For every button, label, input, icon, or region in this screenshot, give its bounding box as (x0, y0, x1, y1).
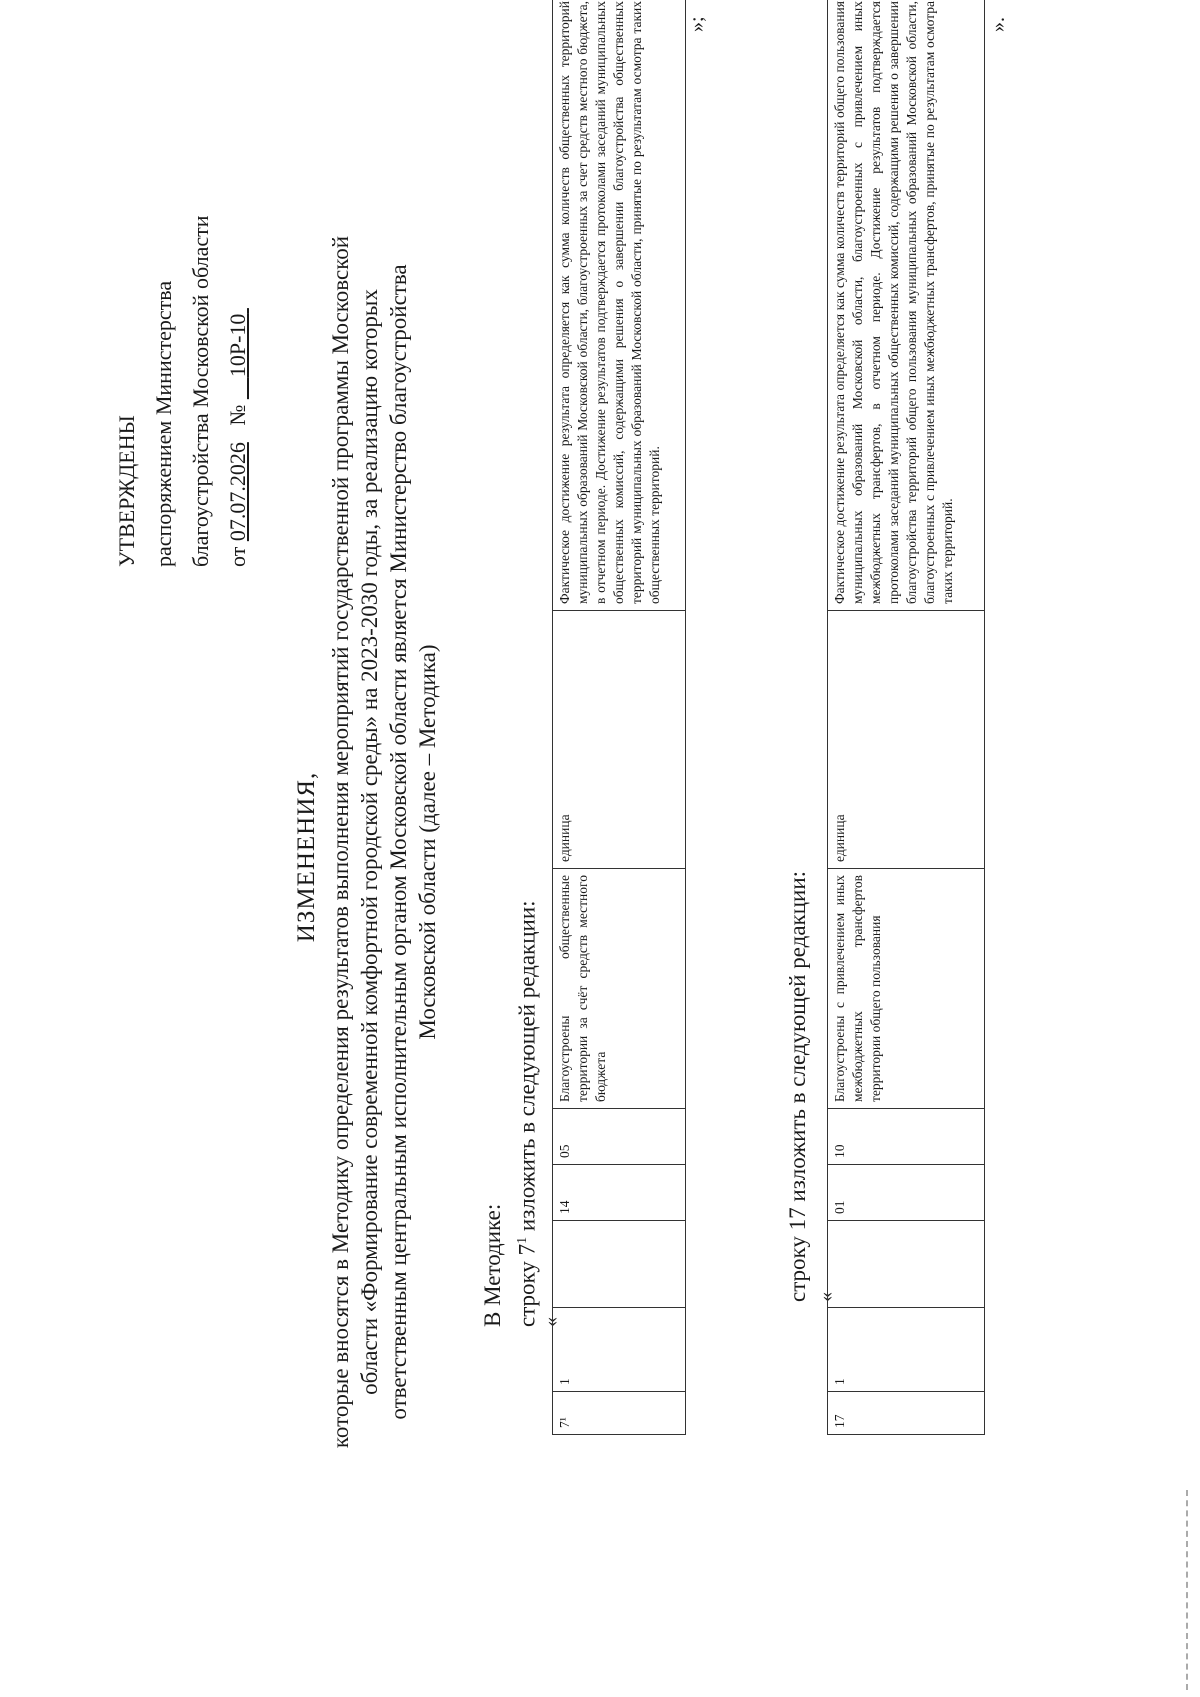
cell-result-name: Благоустроены общественные территории за счёт средств местного бюджета (553, 869, 686, 1109)
document-intro (326, 177, 442, 1507)
close-quote: ». (987, 17, 1009, 32)
cell-unit: единица (828, 611, 985, 869)
open-quote: « (815, 1292, 837, 1302)
intro-line: области «Формирование современной комфортной городской среды» на 2023-2030 годы, за реализацию которых (357, 289, 382, 1395)
approval-line: благоустройства Московской области (188, 215, 213, 567)
cell-result-name: Благоустроены с привлечением иных межбюджетных трансфертов территории общего пользования (828, 869, 985, 1109)
document-title: ИЗМЕНЕНИЯ, (293, 771, 320, 943)
cell-col4: 01 (828, 1165, 985, 1221)
open-quote: « (540, 1317, 562, 1327)
cell-unit: единица (553, 611, 686, 869)
close-quote: »; (686, 16, 708, 32)
row-7-1-table (552, 0, 686, 1435)
approval-stamp-block (108, 47, 256, 567)
cell-col5: 10 (828, 1109, 985, 1165)
approval-date: 07.07.2026 (225, 442, 250, 542)
intro-line: Московской области (далее – Методика) (415, 644, 440, 1040)
number-sign: № (225, 404, 250, 426)
cell-row-number: 17 (828, 1392, 985, 1435)
cell-col2: 1 (828, 1308, 985, 1392)
cell-col5: 05 (553, 1109, 686, 1165)
approval-number: 10Р-10 (225, 313, 250, 378)
intro-line: которые вносятся в Методику определения результатов выполнения мероприятий государственной программы Московской (328, 235, 353, 1449)
approval-line: распоряжением Министерства (151, 280, 176, 567)
cell-method-description: Фактическое достижение результата определяется как сумма количеств общественных территорий муниципальных образований Московской области, благоустроенных за счет средств местного бюджета, в отчетном периоде. Достижение результатов подтверждается протоколами заседаний муниципальных общественных комиссий, содержащими решения о завершении благоустройства общественных территорий муниципальных образований Московской области, принятые по результатам осмотра таких общественных территорий. (553, 0, 686, 611)
instruction-row-17: строку 17 изложить в следующей редакции: (785, 870, 810, 1302)
date-prefix: от (225, 546, 250, 567)
page-edge-dash (1186, 1490, 1188, 1690)
instruction-row-7-1: строку $7^1$ изложить в следующей редакции: (514, 900, 540, 1327)
cell-col3 (828, 1221, 985, 1308)
approval-date-line (219, 47, 256, 567)
section-label: В Методике: (480, 1203, 505, 1327)
cell-method-description: Фактическое достижение результата определяется как сумма количеств территорий общего пользования муниципальных образований Московской области, благоустроенных с привлечением иных межбюджетных трансфертов, в отчетном периоде. Достижение результатов подтверждается протоколами заседаний муниципальных общественных комиссий, содержащими решения о завершении благоустройства территорий общего пользования муниципальных образований Московской области, благоустроенных с привлечением иных межбюджетных трансфертов, принятые по результатам осмотра таких территорий. (828, 0, 985, 611)
intro-line: ответственным центральным исполнительным органом Московской области является Министерство благоустройства (386, 264, 411, 1420)
row-17-table (827, 0, 985, 1435)
approval-heading: УТВЕРЖДЕНЫ (114, 415, 139, 567)
cell-col2: 1 (553, 1308, 686, 1392)
cell-col4: 14 (553, 1165, 686, 1221)
cell-col3 (553, 1221, 686, 1308)
cell-row-number: 7¹ (553, 1392, 686, 1435)
